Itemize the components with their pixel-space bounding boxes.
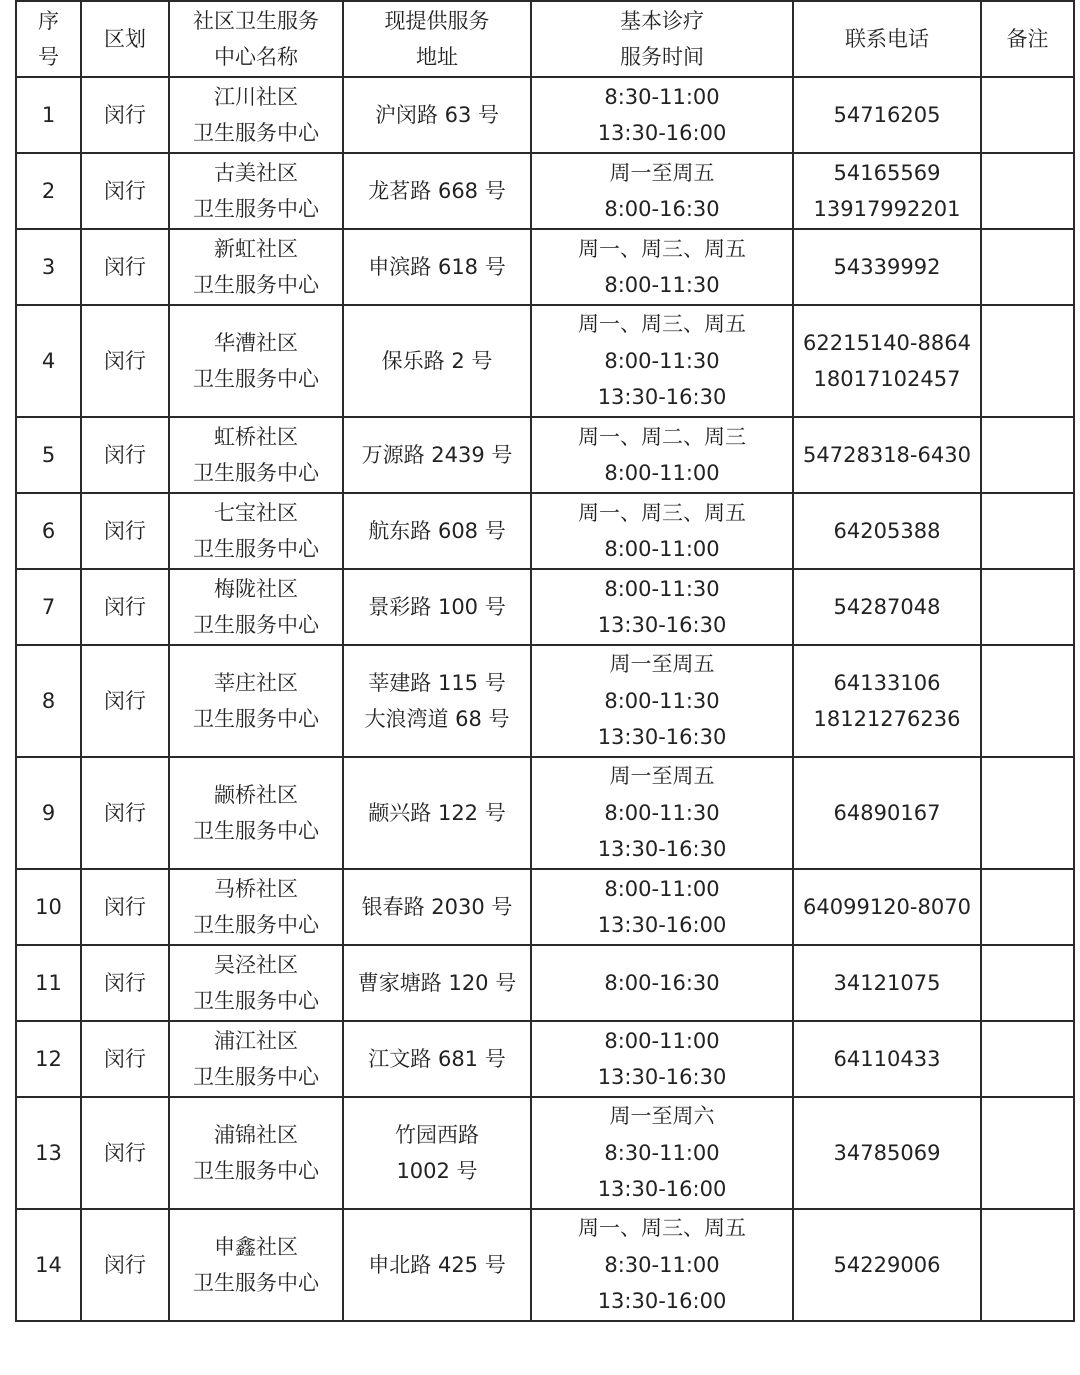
- cell-phone: [793, 229, 981, 305]
- cell-district-text: 闵行: [104, 1252, 146, 1277]
- cell-address-line: 银春路 2030 号: [361, 894, 513, 919]
- table-row: [16, 153, 1074, 229]
- header-phone: 联系电话: [793, 1, 981, 77]
- cell-district-text: 闵行: [104, 442, 146, 467]
- cell-address-line: 保乐路 2 号: [381, 348, 493, 373]
- cell-address: [343, 1021, 531, 1097]
- table-row: [16, 417, 1074, 493]
- cell-hours-line: 8:00-11:00: [604, 537, 720, 561]
- cell-address-line: 1002 号: [396, 1159, 478, 1183]
- cell-hours: [531, 493, 793, 569]
- cell-district-text: 闵行: [104, 800, 146, 825]
- cell-center-name: [169, 1097, 343, 1209]
- cell-district-text: 闵行: [104, 894, 146, 919]
- cell-address-line: 申滨路 618 号: [368, 254, 506, 279]
- cell-address-line: 龙茗路 668 号: [368, 178, 506, 203]
- cell-center-name-line: 卫生服务中心: [193, 1065, 319, 1089]
- cell-phone-line: 13917992201: [813, 197, 961, 221]
- cell-district: [81, 417, 169, 493]
- cell-center-name-line: 马桥社区: [214, 876, 298, 901]
- cell-remarks: [981, 153, 1074, 229]
- cell-center-name: [169, 229, 343, 305]
- table-row: [16, 305, 1074, 417]
- cell-district: [81, 569, 169, 645]
- cell-phone: [793, 645, 981, 757]
- cell-district-text: 闵行: [104, 348, 146, 373]
- cell-center-name-line: 卫生服务中心: [193, 913, 319, 937]
- cell-address: [343, 493, 531, 569]
- cell-index: [16, 869, 81, 945]
- cell-district: [81, 77, 169, 153]
- cell-hours-line: 8:00-11:30: [604, 576, 720, 601]
- cell-phone-line: 18121276236: [813, 707, 961, 731]
- cell-center-name: [169, 77, 343, 153]
- cell-hours-line: 13:30-16:00: [597, 1289, 727, 1314]
- cell-center-name-line: 卫生服务中心: [193, 819, 319, 843]
- cell-phone: [793, 305, 981, 417]
- cell-hours: [531, 1209, 793, 1321]
- cell-phone-line: 64890167: [833, 800, 941, 825]
- cell-phone: [793, 1097, 981, 1209]
- cell-center-name-line: 卫生服务中心: [193, 121, 319, 145]
- cell-phone-line: 54165569: [833, 160, 941, 185]
- cell-center-name-line: 卫生服务中心: [193, 367, 319, 391]
- cell-index: [16, 229, 81, 305]
- cell-hours-line: 周一至周五: [609, 652, 715, 677]
- cell-center-name: [169, 1021, 343, 1097]
- cell-phone: [793, 153, 981, 229]
- cell-phone-line: 18017102457: [813, 367, 961, 391]
- cell-address-line: 颛兴路 122 号: [368, 800, 506, 825]
- cell-center-name: [169, 417, 343, 493]
- cell-hours-line: 13:30-16:30: [597, 837, 727, 862]
- cell-index: [16, 153, 81, 229]
- table-row: [16, 1209, 1074, 1321]
- cell-address-line: 江文路 681 号: [368, 1046, 506, 1071]
- cell-index-text: 12: [35, 1046, 62, 1071]
- header-district: 区划: [81, 1, 169, 77]
- cell-address: [343, 869, 531, 945]
- cell-center-name-line: 古美社区: [214, 160, 298, 185]
- cell-district: [81, 305, 169, 417]
- cell-center-name-line: 卫生服务中心: [193, 989, 319, 1013]
- cell-hours-line: 13:30-16:30: [597, 613, 727, 637]
- cell-center-name-line: 虹桥社区: [214, 424, 298, 449]
- cell-hours-line: 8:00-11:00: [604, 876, 720, 901]
- cell-center-name: [169, 305, 343, 417]
- cell-district-text: 闵行: [104, 688, 146, 713]
- cell-phone: [793, 1021, 981, 1097]
- cell-hours-line: 周一至周六: [609, 1104, 715, 1129]
- cell-district-text: 闵行: [104, 1046, 146, 1071]
- cell-index-text: 11: [35, 970, 62, 995]
- cell-hours: [531, 77, 793, 153]
- cell-hours: [531, 569, 793, 645]
- cell-hours-line: 13:30-16:30: [597, 385, 727, 410]
- cell-center-name-line: 新虹社区: [214, 236, 298, 261]
- cell-center-name: [169, 869, 343, 945]
- cell-center-name-line: 卫生服务中心: [193, 1271, 319, 1295]
- cell-hours: [531, 229, 793, 305]
- cell-center-name: [169, 493, 343, 569]
- cell-hours: [531, 1021, 793, 1097]
- cell-address-line: 莘建路 115 号: [368, 670, 506, 695]
- cell-index-text: 6: [41, 518, 56, 543]
- table-row: [16, 493, 1074, 569]
- table-row: [16, 569, 1074, 645]
- cell-hours-line: 周一、周三、周五: [578, 312, 746, 337]
- table-row: [16, 77, 1074, 153]
- cell-hours-line: 13:30-16:30: [597, 725, 727, 750]
- cell-center-name-line: 卫生服务中心: [193, 461, 319, 485]
- cell-district: [81, 757, 169, 869]
- cell-hours-line: 8:30-11:00: [604, 84, 720, 109]
- cell-remarks: [981, 1097, 1074, 1209]
- cell-hours-line: 周一、周三、周五: [578, 1216, 746, 1241]
- cell-phone: [793, 757, 981, 869]
- cell-center-name-line: 卫生服务中心: [193, 537, 319, 561]
- cell-hours-line: 8:00-11:00: [604, 1028, 720, 1053]
- cell-hours-line: 13:30-16:00: [597, 121, 727, 145]
- cell-phone: [793, 1209, 981, 1321]
- cell-center-name-line: 华漕社区: [214, 330, 298, 355]
- table-row: [16, 757, 1074, 869]
- cell-index-text: 5: [41, 442, 56, 467]
- cell-hours-line: 周一、周三、周五: [578, 500, 746, 525]
- cell-index: [16, 757, 81, 869]
- cell-phone: [793, 493, 981, 569]
- cell-index-text: 2: [41, 178, 56, 203]
- cell-district-text: 闵行: [104, 102, 146, 127]
- cell-center-name-line: 卫生服务中心: [193, 1159, 319, 1183]
- cell-phone-line: 64205388: [833, 518, 941, 543]
- cell-remarks: [981, 757, 1074, 869]
- cell-remarks: [981, 417, 1074, 493]
- cell-center-name-line: 七宝社区: [214, 500, 298, 525]
- cell-phone-line: 54287048: [833, 594, 941, 619]
- cell-phone-line: 54716205: [833, 102, 941, 127]
- cell-hours-line: 周一至周五: [609, 160, 715, 185]
- cell-index-text: 1: [41, 102, 56, 127]
- cell-district-text: 闵行: [104, 1140, 146, 1165]
- cell-center-name-line: 卫生服务中心: [193, 707, 319, 731]
- cell-index: [16, 569, 81, 645]
- cell-phone-line: 62215140-8864: [803, 330, 971, 355]
- cell-address-line: 竹园西路: [395, 1122, 479, 1147]
- cell-index-text: 14: [35, 1252, 62, 1277]
- cell-district-text: 闵行: [104, 970, 146, 995]
- cell-phone: [793, 569, 981, 645]
- table-header: [16, 1, 1074, 77]
- cell-phone-line: 64099120-8070: [803, 894, 971, 919]
- cell-district: [81, 153, 169, 229]
- cell-hours-line: 周一、周二、周三: [578, 424, 746, 449]
- cell-district: [81, 1097, 169, 1209]
- cell-phone-line: 54728318-6430: [803, 442, 971, 467]
- cell-center-name-line: 申鑫社区: [214, 1234, 298, 1259]
- cell-remarks: [981, 493, 1074, 569]
- cell-district-text: 闵行: [104, 518, 146, 543]
- cell-center-name-line: 吴泾社区: [214, 952, 298, 977]
- cell-address: [343, 417, 531, 493]
- cell-address-line: 曹家塘路 120 号: [357, 970, 517, 995]
- cell-phone-line: 64110433: [833, 1046, 941, 1071]
- cell-index: [16, 945, 81, 1021]
- cell-center-name: [169, 153, 343, 229]
- cell-address: [343, 945, 531, 1021]
- cell-district: [81, 1021, 169, 1097]
- cell-center-name-line: 颛桥社区: [214, 782, 298, 807]
- clinic-table: [15, 0, 1075, 1322]
- cell-phone: [793, 77, 981, 153]
- cell-index: [16, 645, 81, 757]
- cell-remarks: [981, 1209, 1074, 1321]
- table-row: [16, 229, 1074, 305]
- cell-hours: [531, 869, 793, 945]
- cell-district: [81, 869, 169, 945]
- cell-address: [343, 229, 531, 305]
- cell-hours-line: 8:30-11:00: [604, 1252, 720, 1277]
- cell-index: [16, 493, 81, 569]
- cell-phone-line: 34785069: [833, 1140, 941, 1165]
- cell-hours-line: 8:00-11:30: [604, 348, 720, 373]
- cell-hours-line: 13:30-16:30: [597, 1065, 727, 1089]
- cell-district-text: 闵行: [104, 254, 146, 279]
- table-row: [16, 1097, 1074, 1209]
- cell-index-text: 10: [35, 894, 62, 919]
- header-center-name: 社区卫生服务 中心名称: [169, 1, 343, 77]
- cell-center-name-line: 莘庄社区: [214, 670, 298, 695]
- cell-address-line: 万源路 2439 号: [361, 442, 513, 467]
- cell-center-name: [169, 945, 343, 1021]
- cell-phone: [793, 945, 981, 1021]
- cell-phone-line: 64133106: [833, 670, 941, 695]
- cell-address: [343, 305, 531, 417]
- cell-center-name-line: 卫生服务中心: [193, 273, 319, 297]
- cell-hours: [531, 945, 793, 1021]
- cell-address: [343, 569, 531, 645]
- cell-index: [16, 1021, 81, 1097]
- cell-index: [16, 417, 81, 493]
- cell-district-text: 闵行: [104, 594, 146, 619]
- cell-district: [81, 645, 169, 757]
- cell-center-name-line: 浦锦社区: [214, 1122, 298, 1147]
- cell-hours: [531, 153, 793, 229]
- cell-address-line: 申北路 425 号: [368, 1252, 506, 1277]
- cell-hours-line: 8:00-16:30: [604, 197, 720, 221]
- cell-hours-line: 8:00-11:30: [604, 800, 720, 825]
- cell-center-name-line: 浦江社区: [214, 1028, 298, 1053]
- cell-district: [81, 945, 169, 1021]
- cell-address-line: 航东路 608 号: [368, 518, 506, 543]
- table-row: [16, 1021, 1074, 1097]
- header-index: 序 号: [16, 1, 81, 77]
- cell-index-text: 3: [41, 254, 56, 279]
- cell-center-name-line: 卫生服务中心: [193, 613, 319, 637]
- cell-center-name: [169, 645, 343, 757]
- cell-address-line: 景彩路 100 号: [368, 594, 506, 619]
- cell-hours: [531, 757, 793, 869]
- cell-hours-line: 8:00-11:30: [604, 688, 720, 713]
- cell-address: [343, 153, 531, 229]
- cell-remarks: [981, 569, 1074, 645]
- cell-district: [81, 493, 169, 569]
- cell-remarks: [981, 869, 1074, 945]
- header-address: 现提供服务 地址: [343, 1, 531, 77]
- cell-hours: [531, 1097, 793, 1209]
- cell-hours: [531, 645, 793, 757]
- cell-hours-line: 8:00-11:30: [604, 273, 720, 297]
- table-row: [16, 869, 1074, 945]
- table-body: [16, 77, 1074, 1321]
- cell-hours: [531, 305, 793, 417]
- cell-center-name: [169, 1209, 343, 1321]
- cell-index: [16, 1209, 81, 1321]
- cell-address: [343, 757, 531, 869]
- cell-center-name: [169, 569, 343, 645]
- cell-center-name-line: 梅陇社区: [214, 576, 298, 601]
- cell-phone-line: 34121075: [833, 970, 941, 995]
- table-row: [16, 645, 1074, 757]
- cell-remarks: [981, 77, 1074, 153]
- cell-phone: [793, 869, 981, 945]
- cell-phone-line: 54229006: [833, 1252, 941, 1277]
- cell-hours-line: 13:30-16:00: [597, 1177, 727, 1202]
- cell-remarks: [981, 229, 1074, 305]
- cell-index: [16, 305, 81, 417]
- cell-phone-line: 54339992: [833, 254, 941, 279]
- cell-remarks: [981, 1021, 1074, 1097]
- cell-index: [16, 77, 81, 153]
- cell-center-name: [169, 757, 343, 869]
- cell-hours: [531, 417, 793, 493]
- cell-hours-line: 8:30-11:00: [604, 1140, 720, 1165]
- cell-hours-line: 8:00-16:30: [604, 970, 720, 995]
- cell-address: [343, 77, 531, 153]
- header-remarks: 备注: [981, 1, 1074, 77]
- cell-index-text: 13: [35, 1140, 62, 1165]
- cell-center-name-line: 江川社区: [214, 84, 298, 109]
- cell-hours-line: 周一至周五: [609, 764, 715, 789]
- header-hours: 基本诊疗 服务时间: [531, 1, 793, 77]
- cell-index-text: 8: [41, 688, 56, 713]
- cell-remarks: [981, 645, 1074, 757]
- cell-address: [343, 645, 531, 757]
- cell-hours-line: 8:00-11:00: [604, 461, 720, 485]
- cell-index-text: 4: [41, 348, 56, 373]
- cell-district-text: 闵行: [104, 178, 146, 203]
- cell-phone: [793, 417, 981, 493]
- cell-address: [343, 1097, 531, 1209]
- cell-index-text: 9: [41, 800, 56, 825]
- cell-index-text: 7: [41, 594, 56, 619]
- cell-remarks: [981, 945, 1074, 1021]
- cell-district: [81, 1209, 169, 1321]
- table-row: [16, 945, 1074, 1021]
- cell-address: [343, 1209, 531, 1321]
- cell-hours-line: 周一、周三、周五: [578, 236, 746, 261]
- cell-remarks: [981, 305, 1074, 417]
- cell-index: [16, 1097, 81, 1209]
- cell-district: [81, 229, 169, 305]
- cell-hours-line: 13:30-16:00: [597, 913, 727, 937]
- cell-center-name-line: 卫生服务中心: [193, 197, 319, 221]
- cell-address-line: 沪闵路 63 号: [374, 102, 500, 127]
- cell-address-line: 大浪湾道 68 号: [364, 707, 510, 731]
